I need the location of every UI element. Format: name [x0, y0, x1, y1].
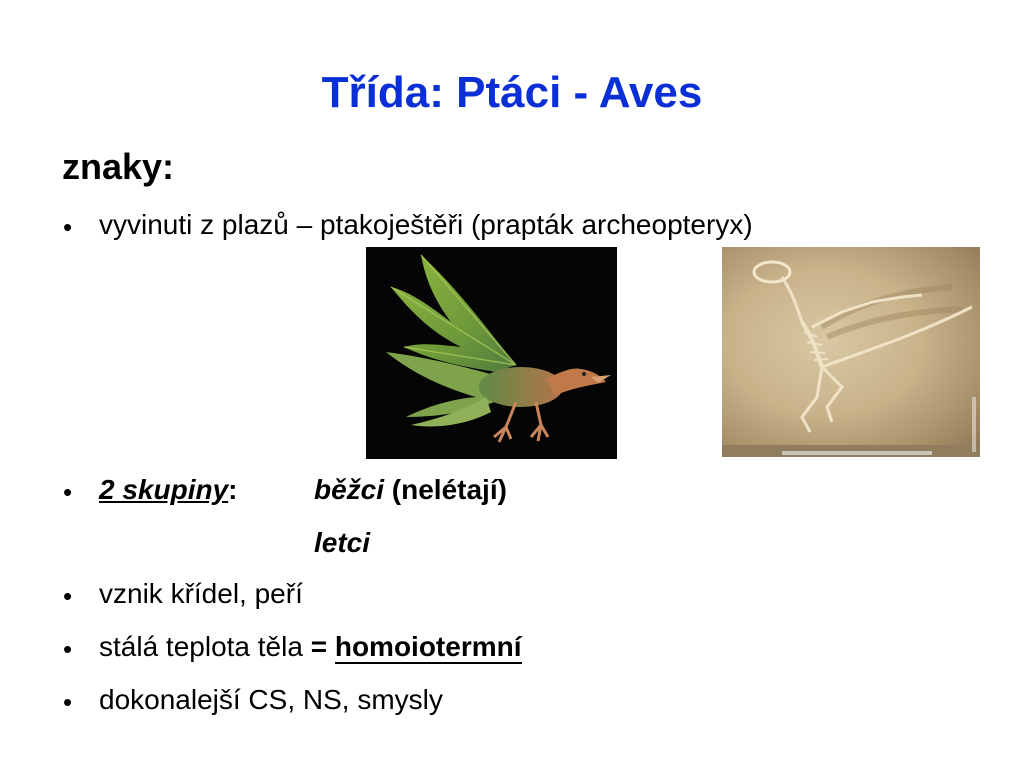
subheading: znaky: [62, 146, 175, 187]
homoiothermic-term: homoiotermní [335, 632, 522, 664]
bullet-marker: • [63, 634, 73, 664]
bullet-text: vznik křídel, peří [99, 578, 303, 609]
bullet-text: vyvinuti z plazů – ptakoještěři (prapták archeopteryx) [99, 209, 753, 240]
bullet-text: dokonalejší CS, NS, smysly [99, 684, 443, 715]
bullet-marker: • [63, 212, 73, 242]
group-runners: běžci [314, 474, 385, 505]
bullet-marker: • [63, 477, 73, 507]
groups-colon: : [228, 474, 238, 505]
bullet-marker: • [63, 581, 73, 611]
group-runners-note: (nelétají) [384, 474, 507, 505]
archaeopteryx-illustration-image [366, 247, 617, 459]
equals-sign: = [310, 631, 335, 662]
group-flyers: letci [314, 527, 371, 558]
bullet-marker: • [63, 687, 73, 717]
temperature-text: stálá teplota těla [99, 631, 311, 662]
slide-title: Třída: Ptáci - Aves [321, 68, 703, 117]
photo-credit [782, 451, 932, 455]
groups-label: 2 skupiny [99, 474, 229, 505]
side-credit [972, 397, 976, 452]
archaeopteryx-fossil-image [722, 247, 980, 457]
